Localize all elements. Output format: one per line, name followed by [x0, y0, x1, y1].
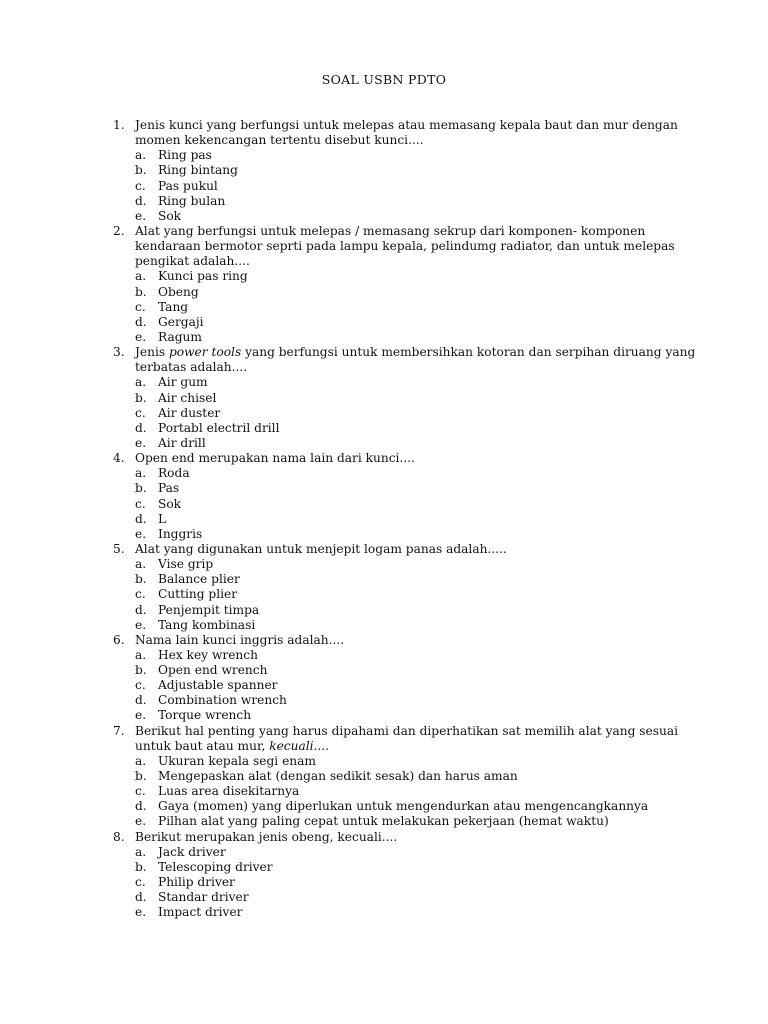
option-letter: b. — [135, 769, 147, 784]
option-letter: b. — [135, 390, 147, 405]
option-text: Pas pukul — [158, 178, 218, 193]
option-letter: d. — [135, 693, 147, 708]
option-letter: e. — [135, 905, 147, 920]
option-letter: a. — [135, 647, 147, 662]
question-stem — [0, 118, 768, 133]
question-text — [135, 345, 695, 360]
question-stem-continuation — [0, 360, 768, 375]
option-letter: c. — [135, 875, 146, 890]
question-number: 5. — [113, 541, 125, 556]
question-text-segment: Alat yang berfungsi untuk melepas / memasang sekrup dari komponen- komponen — [135, 223, 646, 238]
question-text — [135, 451, 415, 466]
answer-option — [0, 512, 768, 527]
question-text-segment: Jenis kunci yang berfungsi untuk melepas atau memasang kepala baut dan mur dengan — [135, 118, 678, 132]
option-letter: e. — [135, 329, 147, 344]
answer-option — [0, 300, 768, 315]
option-text: Philip driver — [158, 875, 235, 890]
answer-option — [0, 603, 768, 618]
question-stem-continuation — [0, 239, 768, 254]
option-text: Gaya (momen) yang diperlukan untuk mengendurkan atau mengencangkannya — [158, 799, 649, 814]
question-stem — [0, 345, 768, 360]
option-letter: c. — [135, 587, 146, 602]
question-text-segment: momen kekencangan tertentu disebut kunci.... — [135, 133, 424, 148]
answer-option — [0, 754, 768, 769]
option-text: Inggris — [158, 526, 203, 541]
option-text: Combination wrench — [158, 693, 287, 708]
option-text: Gergaji — [158, 314, 204, 329]
question-text-italic: kecuali.... — [269, 738, 330, 753]
option-letter: e. — [135, 526, 147, 541]
question-text-italic: power tools — [168, 345, 242, 360]
answer-option — [0, 799, 768, 814]
answer-option — [0, 209, 768, 224]
option-text: Roda — [158, 466, 190, 481]
answer-option — [0, 814, 768, 829]
answer-option — [0, 557, 768, 572]
answer-option — [0, 194, 768, 209]
option-text: Vise grip — [158, 557, 214, 572]
question-text-segment: yang berfungsi untuk membersihkan kotoran dan serpihan diruang yang — [241, 345, 696, 360]
answer-option — [0, 391, 768, 406]
option-letter: c. — [135, 299, 146, 314]
answer-option — [0, 375, 768, 390]
question-stem-continuation — [0, 133, 768, 148]
question-text-segment: Berikut hal penting yang harus dipahami dan diperhatikan sat memilih alat yang sesuai — [135, 723, 679, 738]
option-text: Impact driver — [158, 905, 243, 920]
option-letter: d. — [135, 511, 147, 526]
option-text: Sok — [158, 496, 182, 511]
option-letter: a. — [135, 466, 147, 481]
question-text-segment: Alat yang digunakan untuk menjepit logam panas adalah..... — [135, 541, 507, 556]
question-text — [135, 360, 247, 375]
option-letter: c. — [135, 678, 146, 693]
answer-option — [0, 330, 768, 345]
option-letter: e. — [135, 435, 147, 450]
answer-option — [0, 784, 768, 799]
question-text-segment: Berikut merupakan jenis obeng, kecuali.... — [135, 829, 398, 844]
option-text: Portabl electril drill — [158, 420, 280, 435]
option-letter: e. — [135, 708, 147, 723]
question-number: 1. — [113, 118, 125, 132]
answer-option — [0, 406, 768, 421]
question-text — [135, 830, 397, 845]
answer-option — [0, 587, 768, 602]
answer-option — [0, 436, 768, 451]
option-text: Ring bulan — [158, 193, 226, 208]
question-list — [0, 118, 768, 920]
question-number: 6. — [113, 632, 125, 647]
answer-option — [0, 572, 768, 587]
option-letter: b. — [135, 284, 147, 299]
option-letter: a. — [135, 844, 147, 859]
question-text — [135, 118, 678, 133]
option-letter: b. — [135, 663, 147, 678]
option-letter: a. — [135, 753, 147, 768]
question-stem-continuation — [0, 739, 768, 754]
option-letter: b. — [135, 163, 147, 178]
answer-option — [0, 678, 768, 693]
option-text: Pilhan alat yang paling cepat untuk melakukan pekerjaan (hemat waktu) — [158, 814, 609, 829]
option-letter: d. — [135, 799, 147, 814]
question-number: 8. — [113, 829, 125, 844]
question-stem — [0, 542, 768, 557]
option-letter: b. — [135, 859, 147, 874]
option-letter: d. — [135, 602, 147, 617]
option-text: Tang — [158, 299, 189, 314]
answer-option — [0, 497, 768, 512]
question-text — [135, 724, 678, 739]
answer-option — [0, 708, 768, 723]
answer-option — [0, 179, 768, 194]
option-text: Jack driver — [158, 844, 226, 859]
option-letter: a. — [135, 375, 147, 390]
option-letter: d. — [135, 314, 147, 329]
option-text: Ragum — [158, 329, 202, 344]
option-text: Air duster — [158, 405, 221, 420]
answer-option — [0, 693, 768, 708]
question-text-segment: Nama lain kunci inggris adalah.... — [135, 632, 345, 647]
answer-option — [0, 618, 768, 633]
option-text: Ring pas — [158, 148, 212, 163]
question-stem — [0, 224, 768, 239]
question-number: 4. — [113, 451, 125, 466]
option-text: Air drill — [158, 435, 206, 450]
document-title: SOAL USBN PDTO — [321, 72, 447, 87]
option-text: Balance plier — [158, 572, 240, 587]
option-letter: e. — [135, 814, 147, 829]
answer-option — [0, 315, 768, 330]
option-letter: d. — [135, 890, 147, 905]
option-text: Air gum — [158, 375, 208, 390]
option-text: Pas — [158, 481, 180, 496]
answer-option — [0, 648, 768, 663]
option-text: Hex key wrench — [158, 647, 258, 662]
option-text: Torque wrench — [158, 708, 252, 723]
option-letter: a. — [135, 269, 147, 284]
answer-option — [0, 527, 768, 542]
question-text — [135, 224, 645, 239]
question-text — [135, 239, 675, 254]
answer-option — [0, 421, 768, 436]
answer-option — [0, 163, 768, 178]
option-text: Cutting plier — [158, 587, 238, 602]
answer-option — [0, 481, 768, 496]
option-letter: d. — [135, 420, 147, 435]
question-stem — [0, 830, 768, 845]
option-text: Telescoping driver — [158, 859, 273, 874]
option-text: L — [158, 511, 167, 526]
question-text — [135, 542, 507, 557]
option-letter: c. — [135, 496, 146, 511]
option-text: Obeng — [158, 284, 199, 299]
question-text-segment: untuk baut atau mur, — [135, 738, 270, 753]
question-text — [135, 739, 329, 754]
option-letter: c. — [135, 178, 146, 193]
option-text: Luas area disekitarnya — [158, 784, 300, 799]
option-text: Adjustable spanner — [158, 678, 278, 693]
question-text-segment: kendaraan bermotor seprti pada lampu kepala, pelindumg radiator, dan untuk melepas — [135, 239, 675, 254]
question-text-segment: terbatas adalah.... — [135, 360, 248, 375]
question-text-segment: Jenis — [135, 345, 169, 360]
answer-option — [0, 769, 768, 784]
option-letter: e. — [135, 208, 147, 223]
answer-option — [0, 148, 768, 163]
option-letter: c. — [135, 405, 146, 420]
question-text-segment: pengikat adalah.... — [135, 254, 250, 269]
question-text-segment: Open end merupakan nama lain dari kunci.... — [135, 451, 415, 466]
answer-option — [0, 269, 768, 284]
question-number: 3. — [113, 345, 125, 360]
option-letter: b. — [135, 572, 147, 587]
answer-option — [0, 860, 768, 875]
question-text — [135, 254, 250, 269]
question-text — [135, 133, 424, 148]
answer-option — [0, 905, 768, 920]
option-text: Penjempit timpa — [158, 602, 260, 617]
option-text: Air chisel — [158, 390, 217, 405]
option-text: Sok — [158, 208, 182, 223]
option-letter: c. — [135, 784, 146, 799]
question-number: 7. — [113, 723, 125, 738]
question-stem — [0, 633, 768, 648]
option-text: Tang kombinasi — [158, 617, 256, 632]
option-text: Open end wrench — [158, 663, 268, 678]
option-text: Standar driver — [158, 890, 249, 905]
answer-option — [0, 845, 768, 860]
answer-option — [0, 890, 768, 905]
question-number: 2. — [113, 223, 125, 238]
option-letter: a. — [135, 148, 147, 163]
answer-option — [0, 875, 768, 890]
question-stem — [0, 451, 768, 466]
question-text — [135, 633, 344, 648]
option-text: Mengepaskan alat (dengan sedikit sesak) dan harus aman — [158, 769, 518, 784]
answer-option — [0, 663, 768, 678]
option-text: Kunci pas ring — [158, 269, 248, 284]
answer-option — [0, 285, 768, 300]
question-stem — [0, 724, 768, 739]
option-text: Ring bintang — [158, 163, 238, 178]
option-letter: b. — [135, 481, 147, 496]
option-letter: d. — [135, 193, 147, 208]
answer-option — [0, 466, 768, 481]
question-stem-continuation — [0, 254, 768, 269]
option-letter: e. — [135, 617, 147, 632]
option-letter: a. — [135, 557, 147, 572]
option-text: Ukuran kepala segi enam — [158, 753, 316, 768]
